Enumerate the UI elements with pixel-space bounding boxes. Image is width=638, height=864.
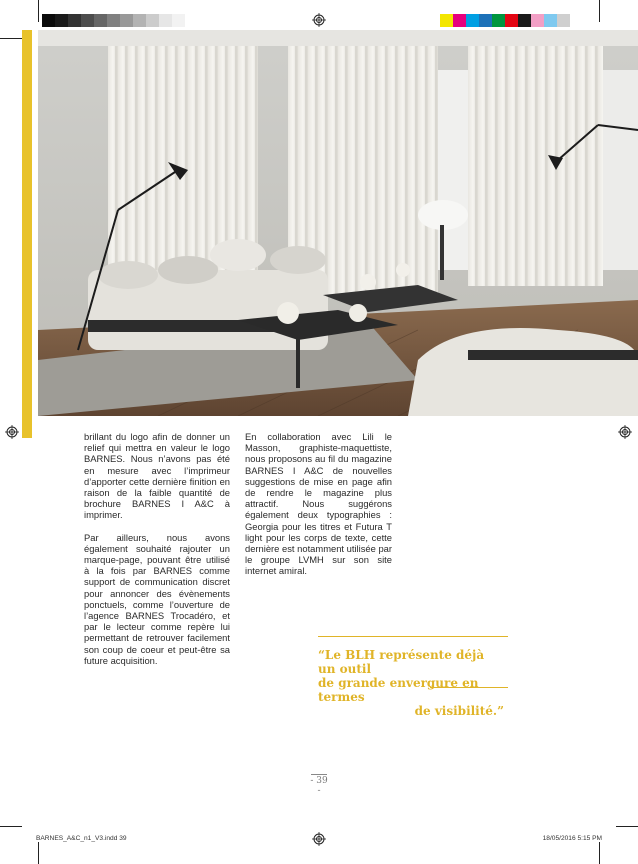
crop-mark xyxy=(0,826,22,827)
color-swatch xyxy=(146,14,159,27)
color-bar-process xyxy=(440,14,570,27)
color-swatch xyxy=(159,14,172,27)
color-swatch xyxy=(531,14,544,27)
color-swatch xyxy=(68,14,81,27)
pull-quote-top-rule xyxy=(318,636,508,637)
paragraph: Par ailleurs, nous avons également souhaité rajouter un marque-page, pouvant être utilisé à la fois par BARNES comme support de communication discret pour annoncer des évènements ponctuels, comme l’ouverture de l’agence BARNES Trocadéro, et par le lecteur comme repère lui permettant de retrouver facilement son coup de coeur et peut-être sa future acquisition. xyxy=(84,531,230,666)
crop-mark xyxy=(38,842,39,864)
crop-mark xyxy=(599,0,600,22)
accent-rule xyxy=(22,30,32,438)
paragraph: brillant du logo afin de donner un relief qui mettra en valeur le logo BARNES. Nous n’avons pas été en mesure avec l’imprimeur d’apporter cette dernière finition en raison de la faible quantité de brochure BARNES I A&C à imprimer. xyxy=(84,431,230,521)
body-column-left xyxy=(84,431,230,677)
body-column-right xyxy=(245,431,392,588)
color-swatch xyxy=(133,14,146,27)
color-swatch xyxy=(544,14,557,27)
color-swatch xyxy=(492,14,505,27)
crop-mark xyxy=(616,826,638,827)
interior-photo xyxy=(38,30,638,416)
color-bar-grayscale xyxy=(42,14,198,27)
pull-quote-line: de visibilité.” xyxy=(414,704,504,718)
color-swatch xyxy=(453,14,466,27)
color-swatch xyxy=(466,14,479,27)
color-swatch xyxy=(94,14,107,27)
slug-filename: BARNES_A&C_n1_V3.indd 39 xyxy=(36,835,127,842)
crop-mark xyxy=(38,0,39,22)
registration-mark-icon xyxy=(5,425,19,439)
color-swatch xyxy=(120,14,133,27)
crop-mark xyxy=(0,38,22,39)
color-swatch xyxy=(42,14,55,27)
color-swatch xyxy=(440,14,453,27)
registration-mark-icon xyxy=(312,13,326,27)
registration-mark-icon xyxy=(618,425,632,439)
color-swatch xyxy=(81,14,94,27)
color-swatch xyxy=(557,14,570,27)
color-swatch xyxy=(479,14,492,27)
registration-mark-icon xyxy=(312,832,326,846)
color-swatch xyxy=(107,14,120,27)
pull-quote xyxy=(318,648,504,718)
color-swatch xyxy=(172,14,185,27)
color-swatch xyxy=(518,14,531,27)
pull-quote-line: “Le BLH représente déjà un outil xyxy=(318,648,485,676)
color-swatch xyxy=(55,14,68,27)
paragraph: En collaboration avec Lili le Masson, graphiste-maquettiste, nous proposons au fil du magazine BARNES I A&C de nouvelles suggestions de mise en page afin de rendre le magazine plus attractif. Nous suggérons également deux typographies : Georgia pour les titres et Futura T light pour les corps de texte, cette dernière est notamment utilisée par le groupe LVMH sur son site internet amiral. xyxy=(245,431,392,577)
crop-mark xyxy=(599,842,600,864)
color-swatch xyxy=(505,14,518,27)
page-number-rule xyxy=(311,774,327,775)
pull-quote-line: de grande envergure en termes xyxy=(318,676,479,704)
slug-timestamp: 18/05/2016 5:15 PM xyxy=(542,835,602,842)
color-swatch xyxy=(185,14,198,27)
page-number: - 39 - xyxy=(310,776,328,796)
